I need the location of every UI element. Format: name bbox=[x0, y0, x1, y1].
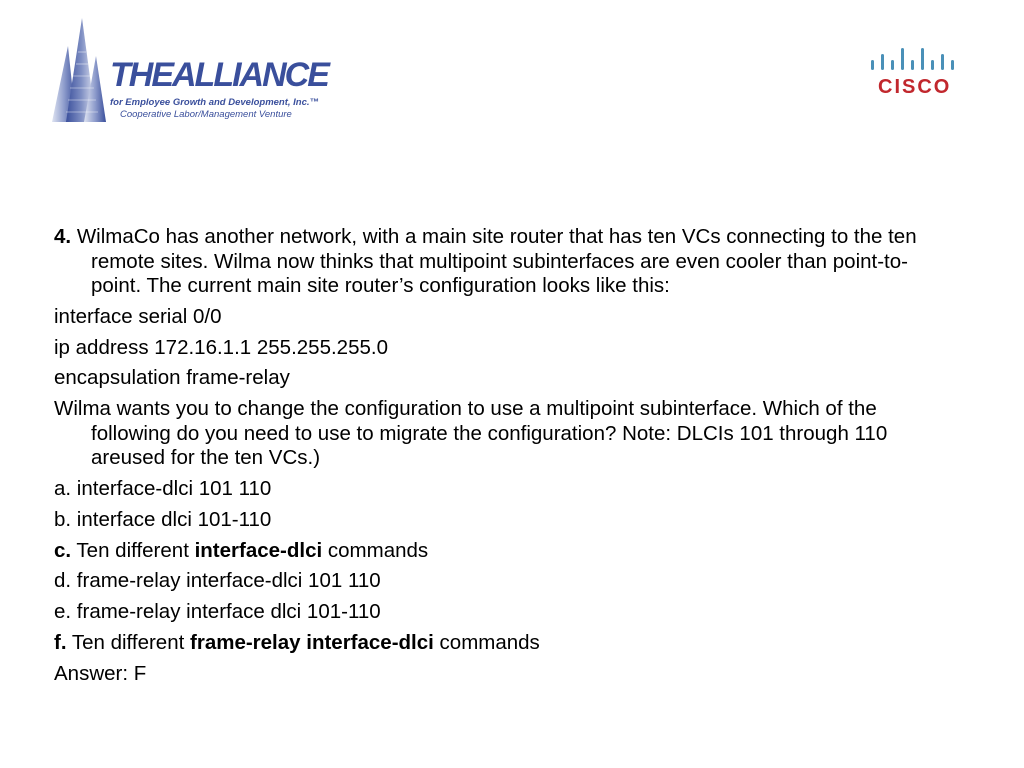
question-prompt: Wilma wants you to change the configuration to use a multipoint subinterface. Which of the following do you need to use to migrate the configuration? Note: DLCIs 101 through 110 areused for the ten VCs.) bbox=[54, 397, 888, 470]
question-number: 4. bbox=[54, 225, 72, 248]
alliance-logo bbox=[48, 16, 328, 128]
option-f-letter: f. bbox=[54, 630, 67, 654]
option-c-post: commands bbox=[322, 538, 429, 562]
option-f-post: commands bbox=[433, 630, 540, 654]
option-f bbox=[54, 631, 954, 656]
option-a: a. interface-dlci 101 110 bbox=[54, 476, 272, 500]
alliance-wordmark: THEALLIANCE bbox=[110, 56, 328, 94]
answer-line: Answer: F bbox=[54, 661, 147, 685]
config-line: ip address 172.16.1.1 255.255.255.0 bbox=[54, 335, 388, 359]
cisco-wordmark: CISCO bbox=[878, 76, 952, 98]
option-c-command: interface-dlci bbox=[194, 538, 323, 562]
slide-content bbox=[54, 225, 954, 693]
option-b: b. interface dlci 101-110 bbox=[54, 507, 272, 531]
alliance-tagline: for Employee Growth and Development, Inc.™ bbox=[110, 97, 320, 108]
option-c-pre: Ten different bbox=[71, 538, 195, 562]
option-c bbox=[54, 539, 954, 564]
option-d: d. frame-relay interface-dlci 101 110 bbox=[54, 569, 381, 593]
alliance-subtitle: Cooperative Labor/Management Venture bbox=[120, 109, 292, 120]
config-line: interface serial 0/0 bbox=[54, 304, 222, 328]
alliance-pyramid-icon bbox=[48, 16, 110, 126]
option-c-letter: c. bbox=[54, 538, 72, 562]
option-f-command: frame-relay interface-dlci bbox=[190, 630, 434, 654]
option-f-pre: Ten different bbox=[66, 630, 191, 654]
cisco-bridge-icon bbox=[866, 44, 962, 74]
config-line: encapsulation frame-relay bbox=[54, 366, 290, 390]
option-e: e. frame-relay interface dlci 101-110 bbox=[54, 600, 381, 624]
question-text: WilmaCo has another network, with a main site router that has ten VCs connecting to the ten remote sites. Wilma now thinks that multipoint subinterfaces are even cooler than point-to-point. The current main site router’s configuration looks like this: bbox=[76, 225, 917, 297]
cisco-logo bbox=[866, 44, 962, 100]
question-paragraph bbox=[54, 225, 954, 299]
